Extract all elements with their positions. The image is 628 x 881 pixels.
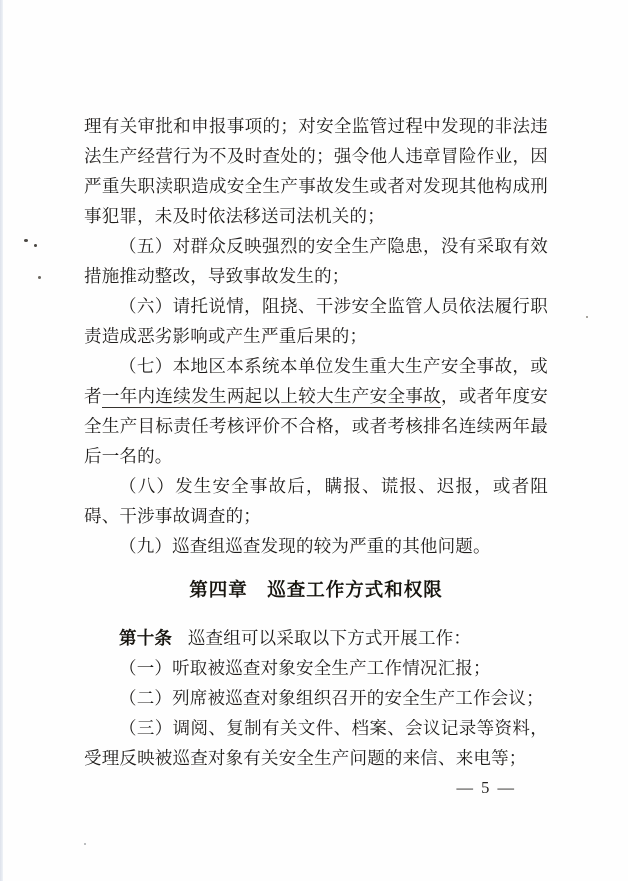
chapter-heading: 第四章 巡查工作方式和权限 bbox=[189, 579, 443, 600]
method-item-3: （三）调阅、复制有关文件、档案、会议记录等资料，受理反映被巡查对象有关安全生产问题的来信、来电等； bbox=[84, 718, 548, 768]
method-item-1: （一）听取被巡查对象安全生产工作情况汇报； bbox=[119, 658, 491, 678]
ink-speck bbox=[84, 843, 86, 845]
scan-edge-line bbox=[0, 0, 3, 881]
clause-7-text-after: ，或者年度安全生产目标责任考核评价不合格，或者考核排名连续两年最后一名的。 bbox=[84, 386, 549, 466]
clause-item-6: （六）请托说情，阻挠、干涉安全监管人员依法履行职责造成恶劣影响或产生严重后果的； bbox=[84, 296, 548, 346]
ink-speck bbox=[38, 276, 41, 279]
ink-speck bbox=[24, 239, 28, 242]
clause-item-7 bbox=[84, 351, 548, 471]
article-10-text: 巡查组可以采取以下方式开展工作： bbox=[187, 628, 472, 648]
page-number: — 5 — bbox=[456, 778, 516, 797]
clause-7-underlined-text: 一年内连续发生两起以上较大生产安全事故 bbox=[101, 386, 442, 406]
paragraph-continuation: 理有关审批和申报事项的；对安全监管过程中发现的非法违法生产经营行为不及时查处的；强令他人违章冒险作业，因严重失职渎职造成安全生产事故发生或者对发现其他构成刑事犯罪，未及时依法移送司法机关的； bbox=[84, 116, 548, 226]
clause-item-8: （八）发生安全事故后，瞒报、谎报、迟报，或者阻碍、干涉事故调查的； bbox=[84, 476, 548, 526]
clause-item-9: （九）巡查组巡查发现的较为严重的其他问题。 bbox=[119, 536, 491, 556]
ink-speck bbox=[34, 244, 37, 247]
article-10-label: 第十条 bbox=[119, 628, 173, 648]
clause-item-5: （五）对群众反映强烈的安全生产隐患，没有采取有效措施推动整改，导致事故发生的； bbox=[84, 236, 548, 286]
ink-speck bbox=[586, 316, 588, 318]
method-item-2: （二）列席被巡查对象组织召开的安全生产工作会议； bbox=[119, 688, 544, 708]
article-10-paragraph bbox=[84, 623, 548, 653]
document-body bbox=[84, 111, 548, 803]
clause-7-text-before: （七）本地区本系统本单位发生重大生产安全事故，或者 bbox=[84, 356, 548, 406]
